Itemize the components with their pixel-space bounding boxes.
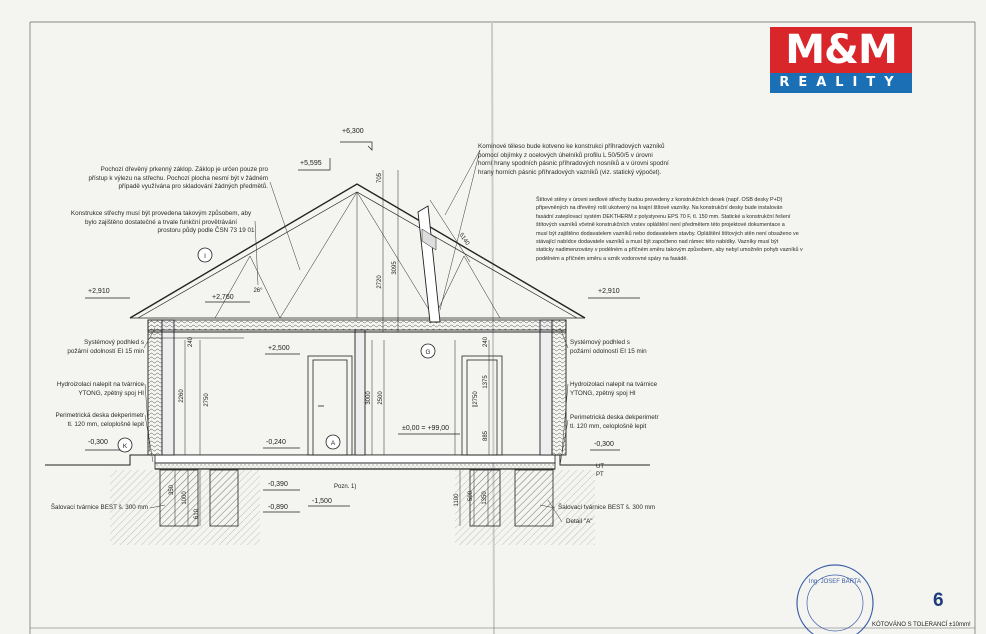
level-found-2: -0,890	[268, 504, 288, 511]
level-eave-left: +2,910	[88, 288, 110, 295]
walls	[148, 320, 566, 455]
dim-1350: 1350	[482, 491, 488, 505]
grid-label-i: I	[204, 253, 206, 260]
note-perim-left-line: tl. 120 mm, celoplošně lepit	[67, 420, 144, 428]
level-floor: ±0,00 = +99,00	[402, 425, 450, 432]
engineer-stamp	[797, 565, 873, 634]
grid-label-a: A	[330, 440, 336, 447]
dim-3000: 3000	[366, 391, 372, 405]
note-soffit-right-line: Systémový podhled s	[570, 339, 630, 346]
note-hydro-left-line: YTONG, zpětný spoj HI	[78, 389, 144, 397]
roof	[130, 184, 585, 318]
note-perim-right-line: Perimetrická deska dekperimetr	[570, 414, 659, 421]
note-gable-line: Štítové stěny v úrovni sedlové střechy budou provedeny z konstrukčních desek (např. OSB desky P+D)	[536, 197, 783, 203]
dim-2750-left: 2750	[204, 393, 210, 407]
note-formwork-right	[558, 504, 668, 513]
note-perim-left-line: Perimetrická deska dekperimetr	[55, 412, 144, 419]
level-found-1: -0,390	[268, 481, 288, 488]
dim-705: 705	[377, 172, 383, 184]
note-soffit-right	[570, 339, 680, 356]
level-eave-right: +2,910	[598, 288, 620, 295]
dim-3095: 3095	[392, 261, 398, 275]
note-gable-line: připevněných na dřevěný rošt ukotvený na krajní štítové vazníky. Na konstrukční desky bude instalován	[536, 205, 783, 212]
note-formwork-right-line: Šalovací tvárnice BEST š. 300 mm	[558, 504, 656, 511]
note-gable-line: staticky nadimenzovány v podélném a příčném směru takovým způsobem, aby nebyl umožněn pohyb vazníků v	[536, 247, 803, 254]
note-soffit-left-line: Systémový podhled s	[84, 339, 144, 346]
level-under-floor: -0,240	[266, 439, 286, 446]
page-number: 6	[933, 590, 944, 611]
note-roof	[56, 210, 266, 236]
note-perim-right	[570, 414, 680, 431]
stamp-name: Ing. JOSEF BÁRTA	[808, 579, 862, 585]
level-ridge: +6,300	[342, 128, 364, 135]
callout-pozn: Pozn. 1)	[334, 484, 357, 490]
callout-ut: UT	[596, 464, 604, 470]
dim-240-right: 240	[483, 336, 489, 348]
level-ceiling-left: +2,760	[212, 294, 234, 301]
logo-mark: M&M	[770, 27, 912, 73]
dim-2500: 2500	[378, 391, 384, 405]
note-gable-line: podélném a příčném směru a vznik vodorovné spáry na fasádě.	[536, 255, 688, 262]
dim-2750-right: 2750	[473, 391, 479, 405]
note-hydro-right	[570, 381, 680, 398]
note-chimney-line: Komínové těleso bude kotveno ke konstrukci příhradových vazníků	[478, 143, 665, 150]
note-soffit-left	[40, 339, 144, 356]
foundations	[160, 470, 553, 526]
dim-1375: 1375	[483, 375, 489, 389]
note-roof-line: bylo zajištěno dostatečné a trvale funkční provětrávání	[85, 218, 237, 226]
note-perim-left	[36, 412, 144, 429]
note-gable-line: stávající nabídce dodavatele vazníků a musí být započteno nad rámec této nabídky. Vazníky musí být	[536, 239, 779, 246]
note-formwork-left	[36, 504, 148, 513]
note-gable-line: musí být zajištěno dodavatelem vazníků nebo dodavatelem stavby. Opláštění štítových stěn není obsaženo ve	[536, 230, 799, 237]
callout-detail: Detail "A"	[566, 518, 593, 525]
note-walkway	[60, 166, 268, 192]
callout-pt: PT	[596, 472, 604, 478]
note-hydro-left	[36, 381, 144, 398]
grid-label-g: G	[425, 349, 431, 356]
note-gable	[536, 196, 816, 263]
level-ground-right: -0,300	[594, 441, 614, 448]
note-hydro-left-line: Hydroizolaci nalepit na tvárnice	[56, 381, 144, 388]
logo-text: REALITY	[770, 73, 912, 93]
note-roof-line: prostoru půdy podle ČSN 73 19 01	[157, 227, 255, 235]
chimney	[418, 206, 440, 322]
note-formwork-left-line: Šalovací tvárnice BEST š. 300 mm	[50, 504, 148, 511]
dim-5140: 5140	[457, 232, 471, 247]
dim-610: 610	[194, 508, 200, 520]
floor-slab	[155, 455, 555, 469]
dim-2260: 2260	[179, 389, 185, 403]
note-soffit-right-line: požární odolností EI 15 min	[570, 347, 647, 355]
note-walkway-line: přístup k výlezu na střechu. Pochozí plocha nesmí být v žádném	[88, 174, 268, 182]
note-chimney-line: hrany horních pásnic příhradových vazníků (viz. statický výpočet).	[478, 168, 662, 176]
note-gable-line: fasádní zateplovací systém DEKTHERM z polystyrenu EPS 70 F, tl. 150 mm. Statické a konstrukční řešení	[536, 213, 791, 220]
note-chimney-line: horní hrany spodních pásnic příhradových nosníků a v úrovni spodní	[478, 160, 669, 168]
company-logo	[770, 27, 912, 93]
note-hydro-right-line: YTONG, zpětný spoj HI	[570, 389, 636, 397]
dim-240-left: 240	[188, 336, 194, 348]
note-hydro-right-line: Hydroizolaci nalepit na tvárnice	[570, 381, 658, 388]
level-ceiling-inner: +2,500	[268, 345, 290, 352]
note-soffit-left-line: požární odolností EI 15 min	[67, 347, 144, 355]
level-ground-left: -0,300	[88, 439, 108, 446]
level-upper: +5,595	[300, 160, 322, 167]
note-roof-line: Konstrukce střechy musí být provedena takovým způsobem, aby	[70, 210, 252, 217]
dim-2720: 2720	[377, 275, 383, 289]
tolerance-note: KÓTOVÁNO S TOLERANCÍ ±10mm!	[872, 622, 971, 628]
note-walkway-line: případě využívána pro skladování žádných předmětů.	[118, 183, 268, 191]
note-gable-line: štítových vazníků včetně konstrukčních vrstev opláštění není předmětem této projektové dokumentace a	[536, 222, 785, 229]
level-found-3: -1,500	[312, 498, 332, 505]
grid-label-k: K	[122, 443, 128, 450]
dim-1100: 1100	[454, 493, 460, 507]
dim-1000: 1000	[182, 491, 188, 505]
dim-roof-angle: 26°	[253, 288, 263, 294]
dim-500: 500	[468, 490, 474, 502]
note-walkway-line: Pochozí dřevěný prkenný záklop. Záklop je určen pouze pro	[100, 166, 268, 173]
dim-885: 885	[483, 430, 489, 442]
note-chimney	[478, 143, 698, 177]
note-chimney-line: pomocí objímky z ocelových úhelníků profilu L 50/50/5 v úrovni	[478, 151, 653, 159]
note-perim-right-line: tl. 120 mm, celoplošně lepit	[570, 422, 647, 430]
dim-350: 350	[169, 484, 175, 496]
